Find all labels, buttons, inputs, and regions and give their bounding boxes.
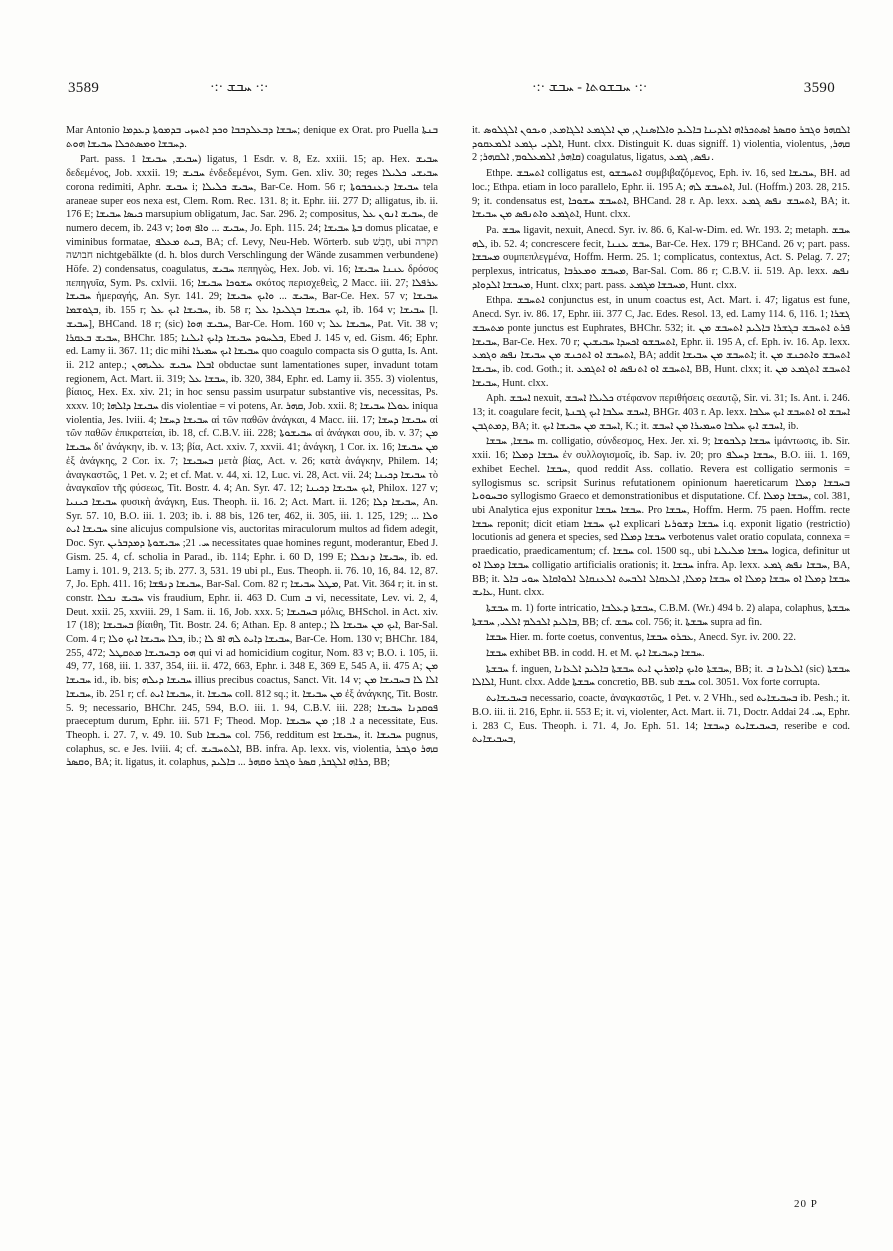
- entry-paragraph: Ethpe. ܐܬܚܒܫ colligatus est, ܐܬܚܒܫܘ συμβιβαζόμενος, Eph. iv. 16, sed ܚܒܝܫܐ, BH. ad loc.; Ethpa. etiam in loco parallelo, Ephr. ii. 195 A; ܐܬܚܒܫ ܠܗ, Jul. (Hoffm.) 203. 28, 215. 9; it. condensatus est, ܐܬܚܒܫ ܚܫܘܟܐ, BHCand. 28 r. Ap. lexx. ܐܬܚܒܫ ܢܦܣ ܓܡܥ, BA; it. ܐܬܓܡܥ ܘܐܬܢܦܣ ܡܢ ܚܒܝܫܐ, Hunt. clxx.: [472, 168, 850, 221]
- entry-paragraph: ܚܒܫܐ, ܚܒܫܐ m. colligatio, σύνδεσμος, Hex. Jer. xi. 9; ܚܒܫܐ ܕܠܒܘܫܐ ἱμάντωσις, ib. Sir. xxii. 16; ܚܒܫܐ ܕܡܠܐ ἐν συλλογισμοῖς, ib. Sap. iv. 20; pro ܚܒܫܐ ܕܚܠܦ, B.O. iii. 1. 169, exhibet Eechel. ܚܒܫܐ, quod reddit Ass. collatio. Revera est colligatio sermonis = syllogismus sc. scripsit Surinus refutationem opinionum haereticarum ܒܚܒܫܐ ܕܡܠܐ ܘܒܚܘܘܝܐ syllogismo Graeco et demonstrationibus et disputatione. Cf. ܚܒܫܐ ܕܡܠܐ, col. 381, ubi Analytica ejus exponitur ܚܒܫܐ ܚܒܫܐ. Pro ܚܒܫܐ, Hoffm. Herm. 75 paen. Hoffm. recte ܚܒܫܐ reponit; dicit etiam ܐܝܟ ܚܒܫܐ explicari ܚܒܫܐ ܕܫܘܪܝܐ i.q. exponit ligatio (restrictio) locutionis ad genera et species, sed ܚܒܫܐ ܕܡܠܐ verbotenus valet oratio copulata, connexa = praedicatio, praedicamentum; cf. ܚܒܫܐ col. 1500 sq., ubi ܚܒܫܐ ܡܠܝܠܝܐ logica, definitur ut ܚܒܫܐ ܕܡܠܐ ܐܘ colligatio artificialis orationis; it. ܚܒܫܐ infra. Ap. lexx. ܚܒܫܐ ܢܦܣ ܓܡܥ, BA, BB; it. ܚܒܫܐ ܕܡܠܐ ܐܘ ܚܒܫܐ ܕܡܠܐ ܐܘ ܚܒܫܐ ܕܡܠܐ, ܐܠܥܩܐܠ ܐܠܒܚܬ ܐܠܥܢܩܐܠ ܐܠܘܐܩܐܠ ܚܘܝ ܒܐܠ ܥܐܝܫ, Hunt. clxx.: [472, 436, 850, 599]
- page-number-left: 3589: [68, 80, 100, 96]
- entry-paragraph: ܚܒܫܬܐ f. inguen, ܚܒܫܬܐ ܘܐܝܟ ܕܐܡܪܝܢ ܐܝܬ ܚܒܫܬܐ ܒܐܠܝܕ ܐܠܥܐܢܐ, BB; it. ܐܠܥܐܢܐ ܒ (sic) ܚܒܫܬܐ ܐܠܐܠܐ, Hunt. clxx. Adde ܚܒܫܬܐ concretio, BB. sub ܚܒܫ col. 3051. Vox forte corrupta.: [472, 663, 850, 689]
- page-number-right: 3590: [803, 80, 835, 96]
- entry-paragraph: Aph. ܐܚܒܫ nexuit, ܟܠܝܠܐ ܐܚܒܫ στέφανον περιθήσεις σεαυτῷ, Sir. vi. 31; Is. Ant. i. 246. 13; it. coagulare fecit, ܐܚܒܫ ܚܠܒܐ ܐܝܟ ܓܒܢܬܐ, BHGr. 403 r. Ap. lexx. ܐܚܒܫ ܐܘ ܐܬܚܒܫ ܐܝܟ ܚܠܒܐ ܕܡܬܓܒܢ, BA; it. ܐܚܒܫ ܡܢ ܚܒܝܫܐ ܐܝܟ, K.; it. ܐܚܒܫ ܐܝܟ ܚܠܒܐ ܘܚܡܝܪܐ ܡܢ ܐܚܒܫ, ib.: [472, 393, 850, 432]
- entry-paragraph: Pa. ܚܒܫ ligavit, nexuit, Anecd. Syr. iv. 86. 6, Kal-w-Dim. ed. Wr. 193. 2; metaph. ܚܒܫ ܠܗ, ib. 52. 4; concrescere fecit, ܚܒܫ ܥܢܢܐ, Bar-Ce. Hex. 179 r; BHCand. 26 v; part. pass. ܡܚܒܫܐ συμπεπλεγμένα, Hoffm. Herm. 25. 1; complicatus, contextus, Act. S. Pelag. 7. 27; perplexus, intricatus, ܡܚܒܫ ܘܡܥܪܒܐ, Bar-Sal. Com. 86 r; C.B.V. ii. 519. Ap. lexx. ܢܦܣ ܡܚܒܫܐ ܐܠܕܘܐܕ, Hunt. clxx; part. pass. ܡܚܒܫܐ ܡܓܡܥ, Hunt. clxx.: [472, 224, 850, 291]
- entry-paragraph: ܚܒܫܐ exhibet BB. in codd. H. et M. ܚܒܫܐ ܕܚܒܝܫܐ ܐܝܟ.: [486, 648, 705, 660]
- entry-paragraph: ܒܚܒܝܫܐܝܬ necessario, coacte, ἀναγκαστῶς, 1 Pet. v. 2 VHh., sed ܒܚܒܝܫܐܝܬ ib. Pesh.; it. B.O. iii. ii. 216, Ephr. ii. 553 E; it. vi, violenter, Act. Mart. ii. 71, Doctr. Addai ܚ. 24, Ephr. i. 283 C, Eus. Theoph. i. 71. 4, Jo. Eph. 51. 14; ܒܚܒܝܫܐܝܬ ܕܚܒܫܐ, reseribe e cod. ܒܚܒܝܫܐܝܬ,: [472, 693, 850, 746]
- entry-paragraph: ܚܒܫܬܐ m. 1) forte intricatio, ܚܒܫܬܐ ܕܥܠܒܐ, C.B.M. (Wr.) 494 b. 2) alapa, colaphus, ܚܒܫܬܐ ܒܐܠܝܕ ܐܠܟܠܡ ܐܠܠܝ, ܚܒܫܬܐ, BB; cf. ܚܒܫ col. 756; it. ܚܒܫܬܐ supra ad fin.: [472, 602, 850, 628]
- entry-paragraph: Part. pass. ܚܒܝܫ, ܚܒܝܫܐ 1) ligatus, 1 Esdr. v. 8, Ez. xxiii. 15; ap. Hex. ܚܒܝܫ δεδεμένος, Job. xxxii. 19; ܚܒܝܫ ἐνδεδεμένοι, Sym. Gen. xliv. 30; reges ܚܒܝܫܝ ܟܠܝܠܐ corona redimiti, Aphr. ܚܒܝܫ i; ܚܒܝܫ ܟܠܝܠܐ, Bar-Ce. Hom. 56 r; ܚܒܝܫܐ ܕܥܢܟܒܘܬܐ tela araneae super eos nexa est, Clem. Rom. Rec. 131. 8; it. Ephr. iii. 277 D; alligatus, ib. ii. 176 E; ܟܝܣܐ ܚܒܝܫܐ marsupium obligatum, Jac. Sar. 296. 2; compositus, ܚܒܝܫ ܐܢܘܢ ܥܠ, de numero decem, ib. 243 v; ܚܒܝܫ ... ܘܐܦ ܗܘܐ, Jo. Eph. 115. 24; ܒܬܐ ܚܒܝܫܐ domus plicatae, e viminibus formatae, ܒܝܬ ܡܥܠܦ, BA; cf. Levy, Neu-Heb. Wörterb. sub חָבִשׁ, ubi תקרה חבושה nichtgebälkte (d. h. blos durch Verschlingung der Wände zusammen verbundene) Höfe. 2) condensatus, coagulatus, ܚܒܝܫ πεπηγὼς, Hex. Job. vi. 16; ܥܢܢܐ ܚܒܝܫܐ δρόσος πεπηγυῖα, Sym. Ps. cxlvii. 16; ܚܫܘܟܐ ܚܒܝܫܐ σκότος περισχεθεὶς, 2 Macc. iii. 27; ܥܪܦܠܐ ܚܒܝܫܐ ἡμεραγής, An. Syr. 141. 29; ܚܒܝܫ ... ܘܐܝܟ ܚܒܝܫܐ, Bar-Ce. Hex. 57 v; ܚܒܝܫܐ ܒܓܘܫܡܐ, ib. 155 r; ܚܒܝܫܐ ܐܝܟ ܥܠ, ib. 58 r; ܐܝܟ ܚܒܝܫܐ ܒܓܠܝܕܐ ܥܠ, ib. 164 v; ܚܒܝܫܐ [l. ܚܒܝܫ], BHCand. 18 r; (sic) ܚܒܝܫ ܗܘܐ, Bar-Ce. Hom. 160 v; ܚܒܝܫܐ ܥܠ, Pat. Vit. 38 v; ܚܒܝܫ ܒܥܩܪܐ, BHChr. 185; ܒܠܚܘܕ ܚܒܝܫܐ ܕܐܝܟ ܐܝܠܢܐ, Ebed J. 145 v, ed. Gism. 46; Ephr. ed. Lamy ii. 367. 11; dic mihi ܚܒܝܫܐ ܐܝܟ ܚܡܝܪܐ quo coagulo compacta sis O gutta, Is. Ant. ii. 212 antep.; ܐܒܠܐ ܚܒܝܫ ܥܠܝܗܘܢ obductae sunt lamentationes super, invadunt totam regionem, Act. Mart. ii. 319; ܚܒܫܐ ܥܠ, ib. 320, 384, Ephr. ed. Lamy ii. 355. 3) violentus, βίαιος, Hex. Ex. xiv. 21; in hoc sensu passim usurpatur substantive vis, necessitas, Ps. xxxv. 10; ܚܒܝܫܐ ܕܐܠܗܐ dis violentiae = vi potens, Ar. ܩܗܪ, Job. xxii. 8; ܥܘܠܐ ܚܒܝܫܐ iniqua violentia, Jes. lviii. 4; ܚܒܝܫܐ ܕܚܫܐ αἱ τῶν παθῶν ἀνάγκαι, 4 Macc. iii. 17; ܚܒܝܫܐ ܕܚܫܐ αἱ τῶν παθῶν ἐπικρατείαι, ib. 18, cf. C.B.V. iii. 228; ܚܒܝܫܘܬܐ αἱ ἀνάγκαι σου, ib. v. 37; ܡܢ ܚܒܝܫܐ δι' ἀνάγκην, ib. v. 13; βία, Act. xxiv. 7, xxvii. 41; ἀνάγκη, 1 Cor. ix. 16; ܡܢ ܚܒܝܫܐ ἐξ ἀνάγκης, 2 Cor. ix. 7; ܒܚܒܝܫܐ μετὰ βίας, Act. v. 26; κατὰ ἀνάγκην, Philem. 14; ἀναγκαστῶς, 1 Pet. v. 2; et cf. Mat. v. 44, xi. 12, Luc. vi. 28, Act. vii. 24; ܚܒܝܫܐ ܕܟܝܢܐ τὸ ἀναγκαῖον τῆς φύσεως, Tit. Bostr. 4. 4; An. Syr. 47. 12; ܐܝܟ ܚܒܝܫܐ ܕܟܝܢܐ, Philox. 127 v; ܚܒܝܫܐ ܟܝܢܝܐ φυσικὴ ἀνάγκη, Eus. Theoph. ii. 16. 2; Act. Mart. ii. 126; ܚܒܝܫܐ ܕܠܐ, An. Syr. 57. 10, B.O. iii. 1. 203; ib. i. 88 bis, 126 ter, 462, ii. 305, iii. 1. 125, 129; ... ܘܠܐ ܚܒܝܫܐ ܐܝܬ sine alicujus compulsione vis, auctoritas miraculorum multos ad fidem adegit, Doc. Syr. ܚ. 21; ܚܒܝܫܘܬܐ ܕܡܕܒܪܝܢ necessitates quae homines regunt, moderantur, Ebed J. Gism. 25. 4, cf. scholia in Parad., ib. 114; Ephr. i. 60 D, 199 E; ܚܒܝܫܐ ܕܢܟܠܐ, ib. ed. Lamy i. 101. 9, 213. 5; ib. 277. 3, 531. 19 ubi pl., Eus. Theoph. ii. 76. 10, 16, 84. 12, 87. 7, Jo. Eph. 411. 16; ܚܒܝܫܐ ܕܢܦܫܐ, Bar-Sal. Com. 82 r; ܡܛܠ ܚܒܝܫܐ, Pat. Vit. 364 r; it. in st. constr. ܚܒܝܫ ܢܟܠܐ vis fraudium, Ephr. ii. 463 D. Cum ܒ vi, necessitate, Lev. vi. 2, 4, Deut. xxii. 25, xxviii. 29, 1 Sam. ii. 16, Job. xxx. 5; ܒܚܒܝܫܐ μόλις, BHSchol. in Act. xiv. 17 (18); ܒܚܒܝܫܐ βίαιθη, Tit. Bostr. 24. 6; Athan. Ep. 8 antep.; ܐܝܟ ܡܢ ܚܒܝܫܐ ܠܐ, Bar-Sal. Com. 4 r; ܒܠܐ ܚܒܝܫܐ ܐܝܟ ܘܠܐ, ib.; ܚܒܝܫܐ ܕܐܝܬ ܠܗ ܐܦ ܠܐ, Bar-Ce. Hom. 130 v; BHChr. 184, 255, 472; ܗܘ ܕܒܚܒܝܫܐ ܡܬܩܛܠ qui vi ad homicidium cogitur, Nom. 83 v; B.O. i. 105, ii. 49, 77, 168, iii. 1. 337, 354, iii. ii. 472, 663, Ephr. i. 348 E, 369 E, 545 A, ii. 475 A; ܡܢ ܚܒܝܫܐ id., ib. bis; ܚܒܝܫܐ ܕܝܠܗ illius precibus coactus, Sanct. Vit. 14 v; ܐܠܐ ܠܐ ܒܚܒܝܫܐ ܡܢ ܚܒܝܫܐ, ib. 251 r; cf. ܚܒܝܫܐ ܐܝܬ, it. ܚܒܝܫܐ coll. 812 sq.; it. ܡܢ ܚܒܝܫܐ ἐξ ἀνάγκης, Tit. Bostr. 5. 9; necessario, BHChr. 245, 594, B.O. iii. 1. 94, C.B.V. iii. 228; ܦܘܩܕܢܐ ܚܒܝܫܐ praeceptum durum, Ephr. iii. 571 F; Theod. Mop. ܐ. 18; ܡܢ ܚܒܝܫܐ a necessitate, Eus. Theoph. i. 27. 7, v. 49. 10. Sub ܚܒܝܫܐ col. 756, redditum est ܚܒܝܫܐ, it. ܚܒܝܫܐ pugnus, colaphus, sc. e Jes. lviii. 4; cf. ܐܠܬܚܒܝܫ, BB. infra. Ap. lexx. vis, violentia, ܩܗܪ ܘܓܒܪ ܘܩܣܪ, BA; it. ligatus, it. colaphus, ܟܪܐܗ ܐܠܓܒܪ, ܩܣܪ ܘܓܒܪ ܘܩܗܪ ... ܒܐܠܝܕ, BB;: [66, 154, 438, 769]
- entry-paragraph: Mar Antonio ܚܒܫܐ ܕܒܥܠܕܒܒܐ ܘܟܕ ܐܬܚܙܝ ܒܕܡܘܬܐ ܕܥܕܡܐ; denique ex Orat. pro Puella ܒܢܬܐ ܕܚܒܫܐ ܘܡܣܬܟܠܐ ܚܒܝܫܐ ܗܘܬ.: [66, 125, 438, 150]
- left-column: [66, 124, 438, 1184]
- entry-paragraph: ܚܒܫܐ Hier. m. forte coetus, conventus, ܥܒܪܘ ܚܒܫܐ, Anecd. Syr. iv. 200. 22.: [486, 632, 796, 644]
- right-column: [472, 124, 850, 1194]
- running-head-right: ·:· ܚܒܫܘܬܐ - ܚܒܫ ·:·: [532, 80, 648, 95]
- signature-mark: 20 P: [794, 1198, 818, 1210]
- running-head-left: ·:· ܚܒܫ ·:·: [210, 80, 269, 95]
- entry-paragraph: it. ܐܠܩܗܪ ܘܓܒܪ ܘܩܣܪ ܐܣܬܟܪܐܗ ܐܠܕܝܢܐ ܒܐܠܝܕ ܘܐܠܐܣܢܐܢ, ܡܢ ܐܠܓܡܥ ܐܠܓܐܡܥ, ܘܝܟܘܢ ܐܠܓܠܘܣ ܐܠܕܝ ܝܓܡܥ ܐܠܡܥܩܘܕ, Hunt. clxx. Distinguit K. duas signiff. 1) violentia, violentus, ܩܗܪ, ܩܐܗܪ, ܐܠܡܥܠܘܡ, ܐܠܩܗܪ; 2) coagulatus, ligatus, ܢܦܣ, ܓܡܥ.: [472, 125, 850, 164]
- entry-paragraph: Ethpa. ܐܬܚܒܫ conjunctus est, in unum coactus est, Act. Mart. i. 47; ligatus est fune, Anecd. Syr. iv. 86. 17, Ephr. iii. 377 C, Jac. Edes. Resol. 13, ed. Lamy 114. 6, 116. 1; ܓܫܪܐ ܡܬܚܒܫ ponte junctus est Euphrates, BHChr. 532; it. ܦܪܬ ܐܬܚܒܫ ܒܓܫܪܐ ܒܐܠܝܕ ܐܬܚܒܫ ܡܢ ܚܒܝܫܐ, Bar-Ce. Hex. 70 r; ܐܬܚܒܫܘ ܐܟܚܕܐ ܚܒܝܫܝܢ, Ephr. ii. 195 A, cf. Eph. iv. 16. Ap. lexx. ܐܬܚܒܫ ܐܘ ܐܬܟܢܫ ܡܢ ܚܒܝܫܐ ܢܦܣ ܘܓܡܥ, BA; addit ܐܬܚܒܫ ܡܢ ܚܒܝܫܐ; it. ܐܬܚܒܫ ܘܐܬܟܢܫ ܡܢ ܚܒܝܫܐ, ib. cod. Goth.; it. ܐܬܚܒܫ ܐܘ ܐܬܢܦܣ ܐܘ ܐܬܓܡܥ, BB, Hunt. clxx; it. ܐܬܚܒܫ ܐܬܓܡܥ ܡܢ ܚܒܝܫܐ, Hunt. clxx.: [472, 295, 850, 389]
